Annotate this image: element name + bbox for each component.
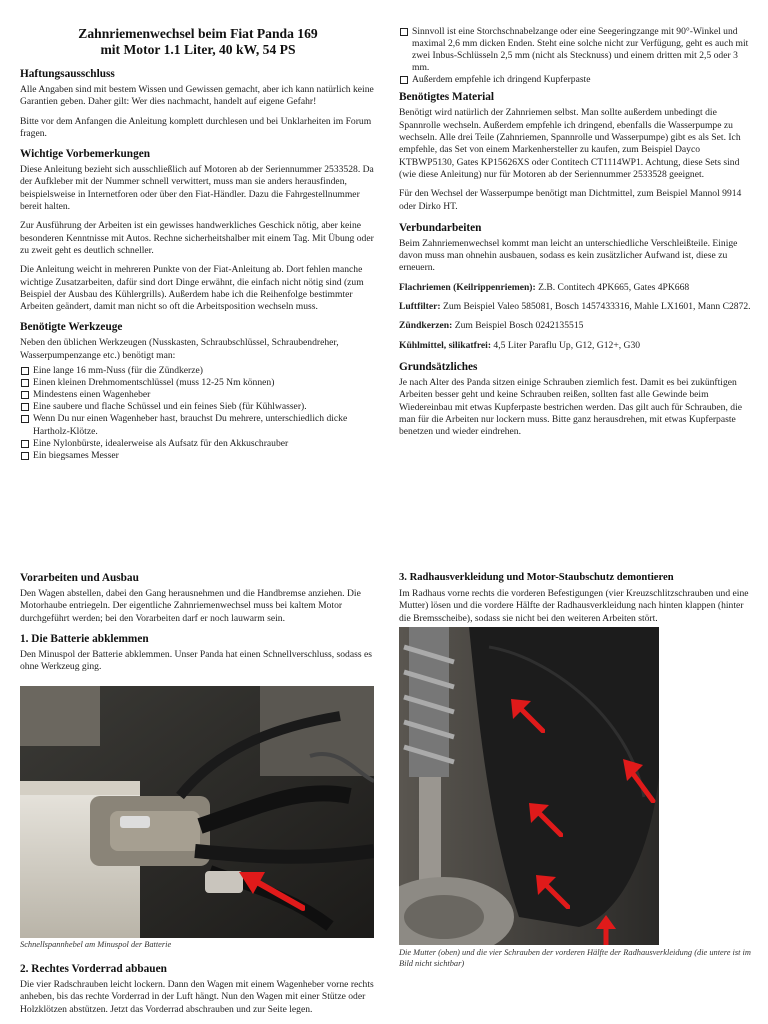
vorbemerkungen-paragraph-3: Die Anleitung weicht in mehreren Punkte von der Fiat-Anleitung ab. Dort fehlen manche wichtige Zusatzarbeiten, dafür sind dort Dinge erwähnt, die einfach nicht nötig sind (zum Beispiel der Ausbau des Kühlergrills). Außerdem habe ich die Reihenfolge bestimmter Arbeiten geändert, damit man nicht so oft die Arbeitsposition wechseln muss. xyxy=(20,264,364,313)
checklist-item: Eine Nylonbürste, idealerweise als Aufsatz für den Akkuschrauber xyxy=(20,438,376,450)
title-line-2: mit Motor 1.1 Liter, 40 kW, 54 PS xyxy=(100,42,296,57)
red-arrow-icon xyxy=(509,697,545,733)
left-column-bottom xyxy=(20,958,376,1023)
werkzeuge-checklist xyxy=(20,365,376,462)
batterie-paragraph: Den Minuspol der Batterie abklemmen. Unser Panda hat einen Schnellverschluss, sodass es ohne Werkzeug ging. xyxy=(20,648,372,673)
checklist-item: Wenn Du nur einen Wagenheber hast, brauchst Du mehrere, unterschiedlich dicke Hartholz-Klötze. xyxy=(20,413,376,437)
radhaus-paragraph: Im Radhaus vorne rechts die vorderen Befestigungen (vier Kreuzschlitzschrauben und eine Mutter) lösen und die vordere Hälfte der Radhausverkleidung nach hinten klappen (hinter die Bremsscheibe), sodass sie nicht bei den weiteren Arbeiten stört. xyxy=(399,588,749,624)
red-arrow-icon xyxy=(534,873,570,909)
checklist-item: Eine lange 16 mm-Nuss (für die Zündkerze) xyxy=(20,365,376,377)
heading-grundsaetzliches: Grundsätzliches xyxy=(399,360,478,373)
red-arrow-icon xyxy=(235,864,305,914)
vorbemerkungen-paragraph-1: Diese Anleitung bezieht sich ausschließlich auf Motoren ab der Seriennummer 2533528. Da der Aufkleber mit der Nummer schnell verwittert, muss man sie anders herausfinden, beispielsweise in Internetforen oder über den Fiat-Händler. Dazu die Fahrgestellnummer bereit halten. xyxy=(20,164,374,213)
heading-vorbemerkungen: Wichtige Vorbemerkungen xyxy=(20,148,151,161)
wheel-house-illustration xyxy=(399,627,659,945)
haftung-paragraph-2: Bitte vor dem Anfangen die Anleitung komplett durchlesen und bei Unklarheiten im Forum fragen. xyxy=(20,115,372,139)
tools-checklist-continued xyxy=(399,26,753,86)
material-paragraph-1: Benötigt wird natürlich der Zahnriemen selbst. Man sollte außerdem unbedingt die Spannrolle wechseln. Außerdem empfehle ich dringend, ebenfalls die Wasserpumpe zu wechseln. Alle drei Teile (Zahnriemen, Spannrolle und Wasserpumpe) gibt es als Set. Ich empfehle, das Set von einem Markenhersteller zu kaufen, zum Beispiel Dayco KTBWP5130, Gates KP15626XS oder Contitech CT1114WP1. Achtung, diese Sets sind (wie diese Anleitung) nur für Motoren ab der Seriennummer 2533528 geeignet. xyxy=(399,107,741,180)
vorderrad-paragraph: Die vier Radschrauben leicht lockern. Dann den Wagen mit einem Wagenheber vorne rechts anheben, bis das rechte Vorderrad in der Luft hängt. Nun den Wagen mit einer Stütze oder Holzklötzen abstützen. Jetzt das Vorderrad abschrauben und zur Seite legen. xyxy=(20,979,374,1015)
luftfilter-text: Zum Beispiel Valeo 585081, Bosch 1457433316, Mahle LX1601, Mann C2872. xyxy=(440,301,751,313)
checklist-item: Mindestens einen Wagenheber xyxy=(20,389,376,401)
werkzeuge-intro: Neben den üblichen Werkzeugen (Nusskasten, Schraubschlüssel, Schraubendreher, Wasserpumpenzange etc.) benötigt man: xyxy=(20,337,339,361)
flachriemen-text: Z.B. Contitech 4PK665, Gates 4PK668 xyxy=(535,281,690,293)
heading-material: Benötigtes Material xyxy=(399,91,495,104)
wheel-house-photo-caption: Die Mutter (oben) und die vier Schrauben der vorderen Hälfte der Radhausverkleidung (die untere ist im Bild nicht sichtbar) xyxy=(399,948,751,968)
heading-radhaus: 3. Radhausverkleidung und Motor-Staubschutz demontieren xyxy=(399,572,674,583)
kuehlmittel-text: 4,5 Liter Paraflu Up, G12, G12+, G30 xyxy=(491,339,641,351)
right-column-lower xyxy=(399,567,753,632)
flachriemen-label: Flachriemen (Keilrippenriemen): xyxy=(399,281,536,293)
material-paragraph-2: Für den Wechsel der Wasserpumpe benötigt man Dichtmittel, zum Beispiel Mannol 9914 oder Dirko HT. xyxy=(399,188,742,212)
left-column-upper xyxy=(20,26,376,468)
right-column-upper xyxy=(399,26,753,445)
kuehlmittel-label: Kühlmittel, silikatfrei: xyxy=(399,339,492,351)
verbund-flachriemen xyxy=(399,282,753,294)
luftfilter-label: Luftfilter: xyxy=(399,301,441,313)
checklist-item: Ein biegsames Messer xyxy=(20,450,376,462)
verbund-zuendkerzen xyxy=(399,320,753,332)
zuendkerzen-text: Zum Beispiel Bosch 0242135515 xyxy=(452,320,584,332)
heading-verbundarbeiten: Verbundarbeiten xyxy=(399,221,482,234)
checklist-item: Außerdem empfehle ich dringend Kupferpaste xyxy=(399,74,753,86)
red-arrow-icon xyxy=(595,915,617,945)
heading-werkzeuge: Benötigte Werkzeuge xyxy=(20,321,123,334)
red-arrow-icon xyxy=(527,801,563,837)
verbund-luftfilter xyxy=(399,301,753,313)
checklist-item: Eine saubere und flache Schüssel und ein feines Sieb (für Kühlwasser). xyxy=(20,401,376,413)
vorbemerkungen-paragraph-2: Zur Ausführung der Arbeiten ist ein gewisses handwerkliches Geschick nötig, aber keine besonderen Kenntnisse mit Autos. Rechne sicherheitshalber mit einem Tag. Mit Übung oder zu zweit geht es deutlich schneller. xyxy=(20,220,374,256)
battery-terminal-photo xyxy=(20,686,374,938)
document-title xyxy=(20,26,376,58)
verbund-kuehlmittel xyxy=(399,340,753,352)
verbund-paragraph-1: Beim Zahnriemenwechsel kommt man leicht an unterschiedliche Verschleißteile. Einige davon muss man ohnehin ausbauen, sodass es kein zusätzlicher Aufwand ist, diese zu erneuern. xyxy=(399,237,738,274)
heading-vorderrad: 2. Rechtes Vorderrad abbauen xyxy=(20,963,167,975)
heading-haftung: Haftungsausschluss xyxy=(20,68,115,80)
battery-photo-illustration xyxy=(20,686,374,938)
zuendkerzen-label: Zündkerzen: xyxy=(399,320,453,332)
red-arrow-icon xyxy=(621,757,657,803)
vorarbeiten-paragraph: Den Wagen abstellen, dabei den Gang herausnehmen und die Handbremse anziehen. Die Motorhaube entriegeln. Der eigentliche Zahnriemenwechsel muss bei kaltem Motor durchgeführt werden; bei den Vorarbeiten darf er noch lauwarm sein. xyxy=(20,588,361,624)
battery-photo-caption: Schnellspannhebel am Minuspol der Batterie xyxy=(20,940,172,949)
left-column-lower xyxy=(20,567,376,680)
title-line-1: Zahnriemenwechsel beim Fiat Panda 169 xyxy=(78,26,318,41)
checklist-item: Sinnvoll ist eine Storchschnabelzange oder eine Seegeringzange mit 90°-Winkel und maximal 2,6 mm dicken Enden. Steht eine solche nicht zur Verfügung, geht es auch mit zwei Inbus-Schlüsseln 2,5 mm (nicht als Stecknuss) und einem dritten mit 2,5 oder 3 mm. xyxy=(399,26,753,74)
grund-paragraph-1: Je nach Alter des Panda sitzen einige Schrauben ziemlich fest. Damit es bei zukünftigen Arbeiten besser geht und keine Schrauben reißen, sollten fast alle Gewinde beim Wiedereinbau mit etwas Kupferpaste bestrichen werden. Das gilt auch für Schrauben, die man für die Arbeiten nur lockern muss. Bitte ganz herausdrehen, mit etwas Kupferpaste benetzen und wieder eindrehen. xyxy=(399,376,742,438)
wheel-house-photo xyxy=(399,627,659,945)
haftung-paragraph-1: Alle Angaben sind mit bestem Wissen und Gewissen gemacht, aber ich kann natürlich keine Garantien geben. Daher gilt: Wer dies nachmacht, handelt auf eigene Gefahr! xyxy=(20,84,374,108)
heading-vorarbeiten: Vorarbeiten und Ausbau xyxy=(20,572,139,584)
checklist-item: Einen kleinen Drehmomentschlüssel (muss 12-25 Nm können) xyxy=(20,377,376,389)
heading-batterie: 1. Die Batterie abklemmen xyxy=(20,632,149,645)
